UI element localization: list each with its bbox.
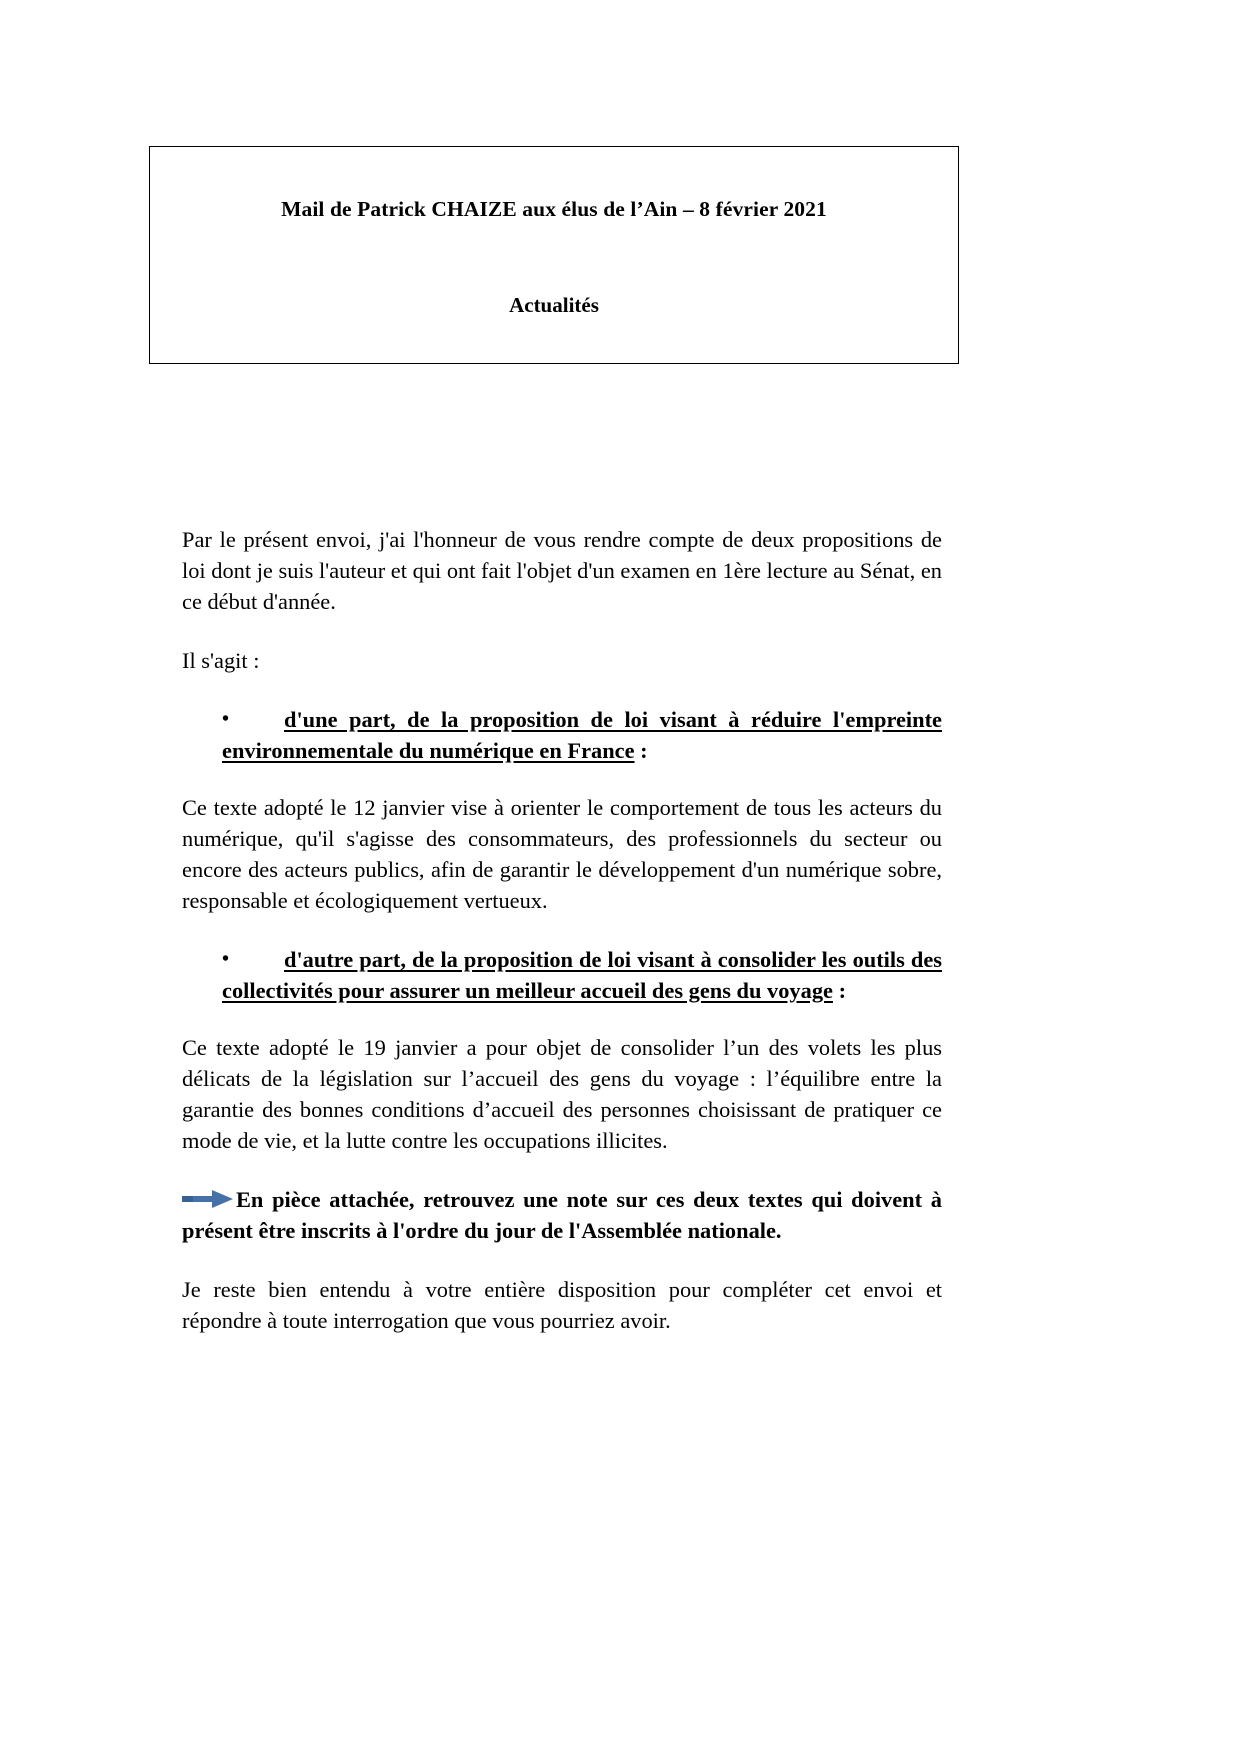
bullet-marker-icon: •: [222, 708, 230, 730]
bullet-item-1-description: Ce texte adopté le 12 janvier vise à orienter le comportement de tous les acteurs du numérique, qu'il s'agisse des consommateurs, des professionnels du secteur ou encore des acteurs publics, afin de garantir le développement d'un numérique sobre, responsable et écologiquement vertueux.: [182, 795, 942, 913]
bullet-item-2-trailing: :: [832, 978, 847, 1003]
bullet-item-1-label: d'une part, de la proposition de loi visant à réduire l'empreinte environnementale du numérique en France: [222, 707, 942, 763]
bullet-marker-icon: •: [222, 948, 230, 970]
closing-paragraph: Je reste bien entendu à votre entière disposition pour compléter cet envoi et répondre à toute interrogation que vous pourriez avoir.: [182, 1277, 942, 1333]
header-box: [149, 146, 959, 364]
bullet-item-2-label: d'autre part, de la proposition de loi visant à consolider les outils des collectivités pour assurer un meilleur accueil des gens du voyage: [222, 947, 942, 1003]
attachment-note-text: En pièce attachée, retrouvez une note sur ces deux textes qui doivent à présent être inscrits à l'ordre du jour de l'Assemblée nationale.: [182, 1187, 942, 1243]
bullet-item-1-trailing: :: [634, 738, 648, 763]
bullet-item-2: [182, 944, 942, 1006]
page-title: Mail de Patrick CHAIZE aux élus de l’Ain – 8 février 2021: [281, 197, 827, 221]
document-body: [182, 524, 942, 1364]
blue-right-arrow-icon: [182, 1189, 234, 1209]
intro-paragraph: Par le présent envoi, j'ai l'honneur de vous rendre compte de deux propositions de loi dont je suis l'auteur et qui ont fait l'objet d'un examen en 1ère lecture au Sénat, en ce début d'année.: [182, 527, 942, 614]
lead-in-text: Il s'agit :: [182, 648, 260, 673]
attachment-note-paragraph: [182, 1184, 942, 1246]
bullet-item-1: [182, 704, 942, 766]
header-subtitle: Actualités: [509, 293, 599, 317]
bullet-item-2-description: Ce texte adopté le 19 janvier a pour objet de consolider l’un des volets les plus délicats de la législation sur l’accueil des gens du voyage : l’équilibre entre la garantie des bonnes conditions d’accueil des personnes choisissant de pratiquer ce mode de vie, et la lutte contre les occupations illicites.: [182, 1035, 942, 1153]
